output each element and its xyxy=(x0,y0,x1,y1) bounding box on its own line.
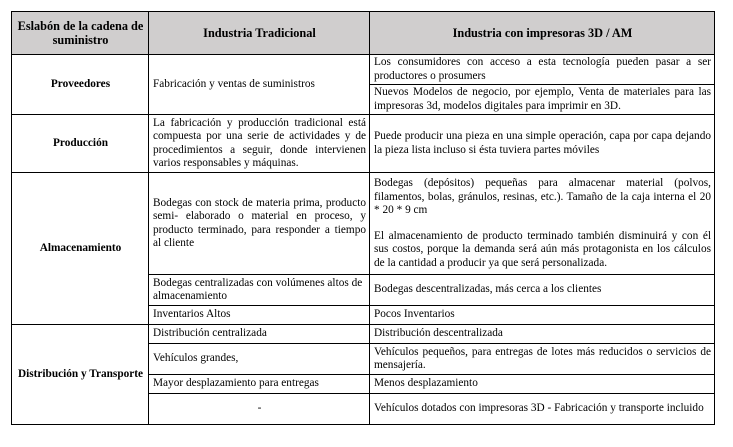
table-row xyxy=(12,55,715,85)
header-3d-printing-industry: Industria con impresoras 3D / AM xyxy=(370,12,715,55)
table-row xyxy=(12,325,715,344)
cell-traditional: Vehículos grandes, xyxy=(149,344,370,375)
cell-3d: Nuevos Modelos de negocio, por ejemplo, Venta de materiales para las impresoras 3d, modelos digitales para imprimir en 3D. xyxy=(370,85,715,115)
cell-traditional: Inventarios Altos xyxy=(149,306,370,325)
cell-traditional: Mayor desplazamiento para entregas xyxy=(149,375,370,394)
cell-3d: Distribución descentralizada xyxy=(370,325,715,344)
table-row xyxy=(12,115,715,173)
table-header-row xyxy=(12,12,715,55)
cell-3d-paragraph: El almacenamiento de producto terminado también disminuirá y con él sus costos, porque la demanda será aún más protagonista en los cálculos de la cantidad a producir ya que será personalizada. xyxy=(374,229,711,269)
cell-3d-paragraph: Bodegas (depósitos) pequeñas para almacenar material (polvos, filamentos, bolas, gránulos, resinas, etc.). Tamaño de la caja interna el 20 * 20 * 9 cm xyxy=(374,177,711,216)
cell-3d: Bodegas descentralizadas, más cerca a los clientes xyxy=(370,275,715,306)
table-row xyxy=(12,173,715,275)
cell-3d: Menos desplazamiento xyxy=(370,375,715,394)
cell-3d: Pocos Inventarios xyxy=(370,306,715,325)
cell-3d: Puede producir una pieza en una simple operación, capa por capa dejando la pieza lista incluso si ésta tuviera partes móviles xyxy=(370,115,715,173)
cell-traditional: Distribución centralizada xyxy=(149,325,370,344)
cell-3d: Los consumidores con acceso a esta tecnología pueden pasar a ser productores o prosumers xyxy=(370,55,715,85)
row-label-almacenamiento: Almacenamiento xyxy=(12,173,149,325)
cell-traditional: Bodegas centralizadas con volúmenes altos de almacenamiento xyxy=(149,275,370,306)
row-label-distribucion: Distribución y Transporte xyxy=(12,325,149,425)
cell-3d: Vehículos dotados con impresoras 3D - Fabricación y transporte incluido xyxy=(370,394,715,425)
cell-3d: Vehículos pequeños, para entregas de lotes más reducidos o servicios de mensajería. xyxy=(370,344,715,375)
header-traditional-industry: Industria Tradicional xyxy=(149,12,370,55)
supply-chain-comparison-table xyxy=(11,11,715,425)
cell-traditional: La fabricación y producción tradicional está compuesta por una serie de actividades y de procedimientos a seguir, donde intervienen varios responsables y máquinas. xyxy=(149,115,370,173)
cell-traditional: Bodegas con stock de materia prima, producto semi- elaborado o material en proceso, y producto terminado, para responder a tiempo al cliente xyxy=(149,173,370,275)
row-label-proveedores: Proveedores xyxy=(12,55,149,115)
cell-traditional: - xyxy=(149,394,370,425)
cell-3d xyxy=(370,173,715,275)
header-supply-chain-link: Eslabón de la cadena de suministro xyxy=(12,12,149,55)
row-label-produccion: Producción xyxy=(12,115,149,173)
cell-traditional: Fabricación y ventas de suministros xyxy=(149,55,370,115)
